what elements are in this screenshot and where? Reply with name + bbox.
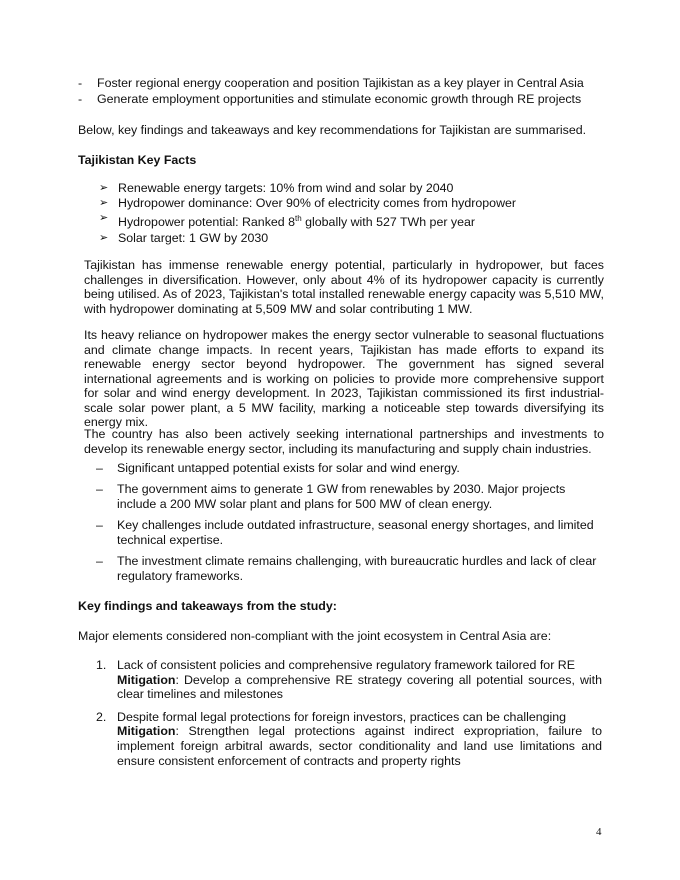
fact-text: Renewable energy targets: 10% from wind and solar by 2040	[118, 181, 454, 195]
dash-marker: –	[96, 518, 103, 532]
sub-bullet-list	[96, 461, 604, 590]
list-item-text: Key challenges include outdated infrastructure, seasonal energy shortages, and limited technical expertise.	[117, 518, 594, 547]
numbered-item	[96, 710, 602, 768]
arrow-bullet-icon: ➢	[99, 231, 109, 244]
list-item	[78, 92, 618, 108]
fact-item	[99, 196, 619, 211]
list-item-text: Foster regional energy cooperation and position Tajikistan as a key player in Central Asia	[97, 76, 584, 90]
mitigation-body: : Develop a comprehensive RE strategy covering all potential sources, with clear timelines and milestones	[117, 672, 602, 702]
dash-marker: –	[96, 461, 103, 475]
fact-item	[99, 231, 619, 246]
arrow-bullet-icon: ➢	[99, 197, 109, 210]
summary-intro: Below, key findings and takeaways and key recommendations for Tajikistan are summarised.	[78, 123, 587, 137]
findings-intro: Major elements considered non-compliant with the joint ecosystem in Central Asia are:	[78, 629, 552, 643]
list-item-text: Generate employment opportunities and stimulate economic growth through RE projects	[97, 91, 582, 106]
numbered-item	[96, 658, 602, 702]
mitigation-body: : Strengthen legal protections against indirect expropriation, failure to implement foreign arbitral awards, sector conditionality and land use limitations and ensure consistent enforcement of contracts and property rights	[117, 724, 602, 768]
body-paragraph: Tajikistan has immense renewable energy potential, particularly in hydropower, but faces challenges in diversification. However, only about 4% of its hydropower capacity is currently being utilised. As of 2023, Tajikistan's total installed renewable energy capacity was 5,510 MW, with hydropower dominating at 5,509 MW and solar contributing 1 MW.	[84, 258, 604, 316]
fact-text-post: globally with 527 TWh per year	[301, 215, 476, 230]
intro-bullet-list	[78, 76, 618, 107]
list-item-text: The investment climate remains challenging, with bureaucratic hurdles and lack of clear regulatory frameworks.	[117, 554, 597, 583]
list-item-text: The government aims to generate 1 GW from renewables by 2030. Major projects include a 200 MW solar plant and plans for 500 MW of clean energy.	[117, 482, 566, 511]
list-item	[78, 76, 618, 92]
fact-text-pre: Hydropower potential: Ranked 8	[118, 215, 296, 230]
arrow-bullet-icon: ➢	[99, 212, 109, 225]
page-number: 4	[596, 826, 602, 838]
mitigation-text	[117, 673, 602, 702]
body-paragraph: Its heavy reliance on hydropower makes the energy sector vulnerable to seasonal fluctuations and climate change impacts. In recent years, Tajikistan has made efforts to expand its renewable energy sector beyond hydropower. The government has signed several international agreements and is working on policies to provide more comprehensive support for solar and wind energy development. In 2023, Tajikistan commissioned its first industrial-scale solar power plant, a 5 MW facility, marking a noticeable step towards diversifying its energy mix.	[84, 328, 604, 429]
findings-heading: Key findings and takeaways from the study:	[78, 599, 337, 613]
fact-item	[99, 211, 619, 230]
item-number: 1.	[96, 658, 107, 672]
item-text: Lack of consistent policies and comprehensive regulatory framework tailored for RE	[117, 658, 575, 672]
item-text: Despite formal legal protections for foreign investors, practices can be challenging	[117, 709, 567, 724]
list-item	[96, 554, 604, 584]
fact-text: Solar target: 1 GW by 2030	[118, 230, 269, 245]
fact-text-sup: th	[295, 214, 302, 224]
arrow-bullet-icon: ➢	[99, 182, 109, 194]
fact-item	[99, 181, 619, 196]
key-facts-heading: Tajikistan Key Facts	[78, 153, 197, 167]
mitigation-text	[117, 724, 602, 768]
list-item-text: Significant untapped potential exists for solar and wind energy.	[117, 461, 460, 475]
findings-numbered-list	[96, 658, 602, 776]
list-item	[96, 461, 604, 476]
mitigation-label: Mitigation	[117, 672, 176, 687]
dash-marker: –	[96, 482, 103, 496]
dash-marker: –	[96, 554, 103, 568]
fact-text: Hydropower dominance: Over 90% of electricity comes from hydropower	[118, 196, 517, 211]
dash-marker: -	[78, 91, 83, 106]
body-paragraph: The country has also been actively seeking international partnerships and investments to develop its renewable energy sector, including its manufacturing and supply chain industries.	[84, 427, 604, 456]
list-item	[96, 518, 604, 548]
item-number: 2.	[96, 709, 107, 724]
mitigation-label: Mitigation	[117, 724, 176, 739]
key-facts-list	[99, 181, 619, 246]
list-item	[96, 482, 604, 512]
dash-marker: -	[78, 76, 83, 90]
